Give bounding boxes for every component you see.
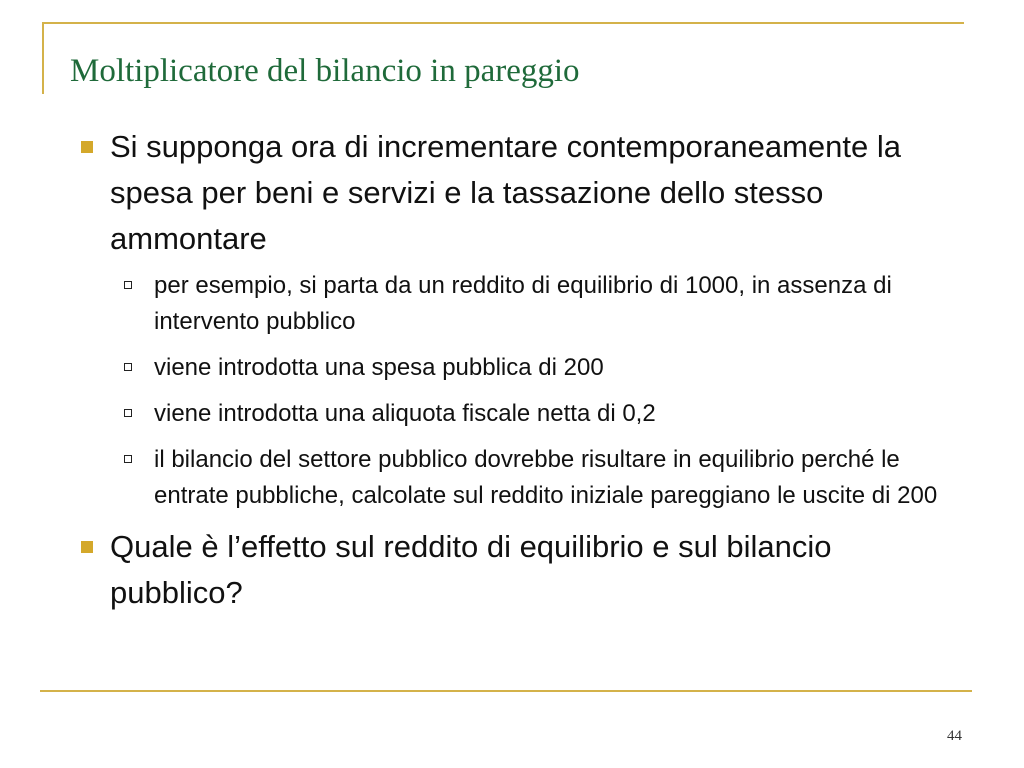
bullet-text: Si supponga ora di incrementare contemporaneamente la spesa per beni e servizi e la tassazione dello stesso ammontare [110,129,901,256]
sub-bullet-item [72,350,952,386]
sub-bullet-text: viene introdotta una spesa pubblica di 200 [154,354,604,381]
slide-content [72,124,952,622]
frame-bottom-rule [40,690,972,692]
sub-bullet-item [72,268,952,340]
hollow-square-bullet-icon [124,363,132,371]
sub-bullet-text: viene introdotta una aliquota fiscale netta di 0,2 [154,400,656,427]
sub-bullet-item [72,442,952,514]
square-bullet-icon [81,541,93,553]
sub-bullet-item [72,396,952,432]
bullet-item [72,524,952,616]
frame-left-rule [42,22,44,94]
sub-bullet-text: per esempio, si parta da un reddito di equilibrio di 1000, in assenza di intervento pubblico [154,272,892,335]
hollow-square-bullet-icon [124,281,132,289]
sub-bullet-list [72,268,952,514]
bullet-text: Quale è l’effetto sul reddito di equilibrio e sul bilancio pubblico? [110,529,832,610]
square-bullet-icon [81,141,93,153]
page-number: 44 [947,728,962,744]
hollow-square-bullet-icon [124,455,132,463]
hollow-square-bullet-icon [124,409,132,417]
slide-title: Moltiplicatore del bilancio in pareggio [70,53,580,89]
frame-top-rule [42,22,964,24]
bullet-item [72,124,952,262]
sub-bullet-text: il bilancio del settore pubblico dovrebbe risultare in equilibrio perché le entrate pubbliche, calcolate sul reddito iniziale pareggiano le uscite di 200 [154,446,938,509]
